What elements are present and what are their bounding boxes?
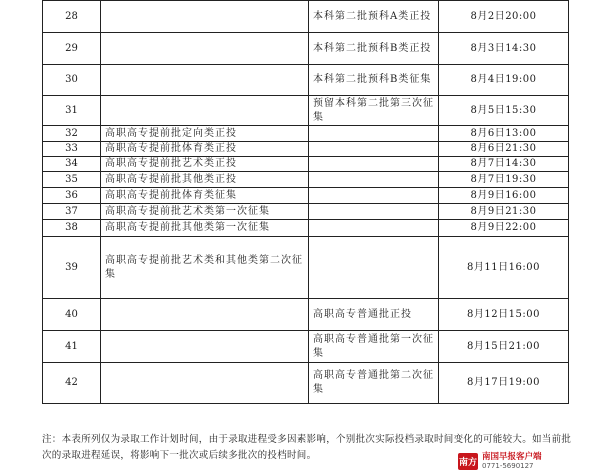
category-b-cell: 本科第二批预科A类正投 xyxy=(309,1,439,33)
table-row xyxy=(43,299,569,331)
table-row xyxy=(43,1,569,33)
table-row xyxy=(43,172,569,188)
category-b-cell xyxy=(309,188,439,204)
category-a-cell xyxy=(101,33,309,65)
watermark-tel: 0771-5690127 xyxy=(482,461,534,470)
watermark-logo xyxy=(458,450,600,473)
row-number-cell: 30 xyxy=(43,65,101,96)
row-number-cell: 41 xyxy=(43,331,101,363)
category-a-cell: 高职高专提前批艺术类和其他类第二次征集 xyxy=(101,237,309,299)
table-row xyxy=(43,220,569,237)
time-cell: 8月9日16:00 xyxy=(439,188,569,204)
row-number-cell: 40 xyxy=(43,299,101,331)
time-cell: 8月7日14:30 xyxy=(439,157,569,172)
row-number-cell: 35 xyxy=(43,172,101,188)
category-b-cell xyxy=(309,157,439,172)
time-cell: 8月3日14:30 xyxy=(439,33,569,65)
category-b-cell xyxy=(309,172,439,188)
category-a-cell xyxy=(101,96,309,126)
row-number-cell: 29 xyxy=(43,33,101,65)
table-row xyxy=(43,142,569,157)
row-number-cell: 37 xyxy=(43,204,101,220)
category-b-cell: 高职高专普通批第一次征集 xyxy=(309,331,439,363)
table-row xyxy=(43,237,569,299)
category-a-cell: 高职高专提前批定向类正投 xyxy=(101,126,309,142)
newspaper-logo-icon: 南方 xyxy=(458,453,478,470)
time-cell: 8月12日15:00 xyxy=(439,299,569,331)
category-a-cell: 高职高专提前批体育类正投 xyxy=(101,142,309,157)
table-row xyxy=(43,363,569,404)
category-b-cell xyxy=(309,204,439,220)
category-b-cell xyxy=(309,220,439,237)
category-b-cell xyxy=(309,126,439,142)
category-a-cell xyxy=(101,363,309,404)
category-a-cell xyxy=(101,299,309,331)
category-a-cell xyxy=(101,331,309,363)
category-b-cell xyxy=(309,142,439,157)
time-cell: 8月5日15:30 xyxy=(439,96,569,126)
table-row xyxy=(43,157,569,172)
table-row xyxy=(43,33,569,65)
row-number-cell: 33 xyxy=(43,142,101,157)
category-a-cell: 高职高专提前批其他类正投 xyxy=(101,172,309,188)
row-number-cell: 39 xyxy=(43,237,101,299)
category-a-cell: 高职高专提前批其他类第一次征集 xyxy=(101,220,309,237)
row-number-cell: 36 xyxy=(43,188,101,204)
category-a-cell xyxy=(101,1,309,33)
category-b-cell xyxy=(309,237,439,299)
table-row xyxy=(43,96,569,126)
category-b-cell: 本科第二批预科B类正投 xyxy=(309,33,439,65)
row-number-cell: 38 xyxy=(43,220,101,237)
row-number-cell: 31 xyxy=(43,96,101,126)
category-b-cell: 预留本科第二批第三次征集 xyxy=(309,96,439,126)
time-cell: 8月2日20:00 xyxy=(439,1,569,33)
row-number-cell: 28 xyxy=(43,1,101,33)
table-row xyxy=(43,204,569,220)
watermark-name: 南国早报客户端 xyxy=(482,451,542,462)
category-a-cell: 高职高专提前批体育类征集 xyxy=(101,188,309,204)
table-row xyxy=(43,188,569,204)
time-cell: 8月4日19:00 xyxy=(439,65,569,96)
row-number-cell: 34 xyxy=(43,157,101,172)
category-b-cell: 高职高专普通批正投 xyxy=(309,299,439,331)
row-number-cell: 42 xyxy=(43,363,101,404)
time-cell: 8月7日19:30 xyxy=(439,172,569,188)
table-row xyxy=(43,331,569,363)
time-cell: 8月6日13:00 xyxy=(439,126,569,142)
category-a-cell: 高职高专提前批艺术类正投 xyxy=(101,157,309,172)
time-cell: 8月6日21:30 xyxy=(439,142,569,157)
time-cell: 8月11日16:00 xyxy=(439,237,569,299)
category-b-cell: 高职高专普通批第二次征集 xyxy=(309,363,439,404)
row-number-cell: 32 xyxy=(43,126,101,142)
category-a-cell: 高职高专提前批艺术类第一次征集 xyxy=(101,204,309,220)
category-a-cell xyxy=(101,65,309,96)
table-row xyxy=(43,126,569,142)
category-b-cell: 本科第二批预科B类征集 xyxy=(309,65,439,96)
time-cell: 8月9日22:00 xyxy=(439,220,569,237)
footnote: 注：本表所列仅为录取工作计划时间，由于录取进程受多因素影响，个别批次实际投档录取时间变化的可能较大。如当前批次的录取进程延误，将影响下一批次或后续多批次的投档时间。 xyxy=(42,434,572,461)
time-cell: 8月17日19:00 xyxy=(439,363,569,404)
table-row xyxy=(43,65,569,96)
time-cell: 8月15日21:00 xyxy=(439,331,569,363)
time-cell: 8月9日21:30 xyxy=(439,204,569,220)
admission-schedule-table xyxy=(42,0,569,404)
